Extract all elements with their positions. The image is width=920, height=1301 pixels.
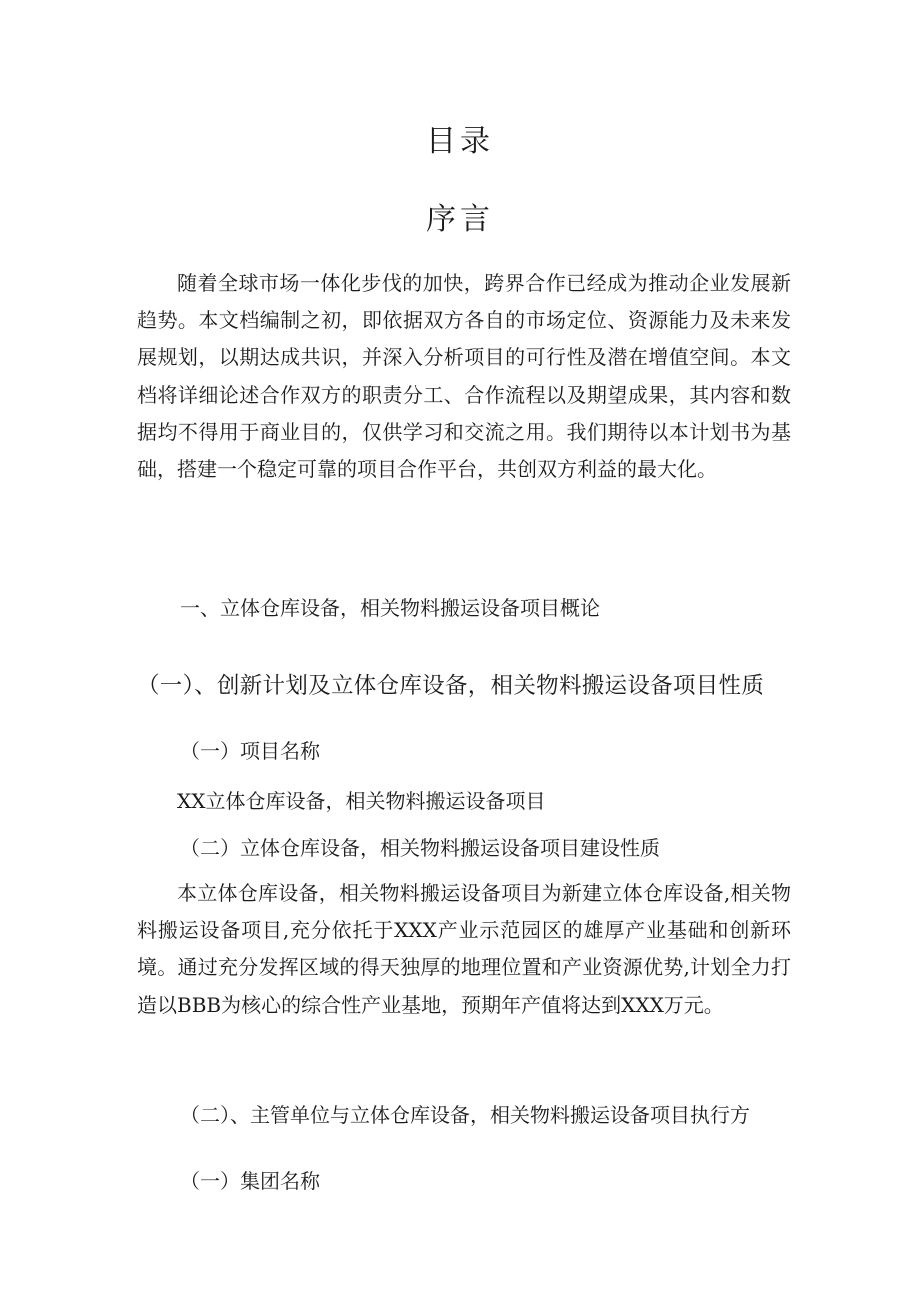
subsection-heading-1: （一）、创新计划及立体仓库设备，相关物料搬运设备项目性质	[137, 673, 765, 699]
preface-paragraph: 随着全球市场一体化步伐的加快，跨界合作已经成为推动企业发展新趋势。本文档编制之初，即依据双方各自的市场定位、资源能力及未来发展规划，以期达成共识，并深入分析项目的可行性及潜在增值空间。本文档将详细论述合作双方的职责分工、合作流程以及期望成果，其内容和数据均不得用于商业目的，仅供学习和交流之用。我们期待以本计划书为基础，搭建一个稳定可靠的项目合作平台，共创双方利益的最大化。	[137, 271, 791, 482]
construction-nature-paragraph: 本立体仓库设备，相关物料搬运设备项目为新建立体仓库设备,相关物料搬运设备项目,充分依托于XXX产业示范园区的雄厚产业基础和创新环境。通过充分发挥区域的得天独厚的地理位置和产业资源优势,计划全力打造以BBB为核心的综合性产业基地，预期年产值将达到XXX万元。	[137, 881, 791, 1017]
item-heading-construction-nature: （二）立体仓库设备，相关物料搬运设备项目建设性质	[180, 836, 660, 860]
project-name-text: XX立体仓库设备，相关物料搬运设备项目	[177, 789, 546, 813]
item-heading-group-name: （一）集团名称	[180, 1169, 320, 1193]
subsection-heading-2: （二）、主管单位与立体仓库设备，相关物料搬运设备项目执行方	[180, 1103, 750, 1127]
item-heading-project-name: （一）项目名称	[180, 739, 320, 763]
toc-title: 目录	[426, 124, 494, 159]
section-heading-1: 一、立体仓库设备，相关物料搬运设备项目概论	[180, 596, 600, 620]
preface-title: 序言	[426, 202, 494, 237]
